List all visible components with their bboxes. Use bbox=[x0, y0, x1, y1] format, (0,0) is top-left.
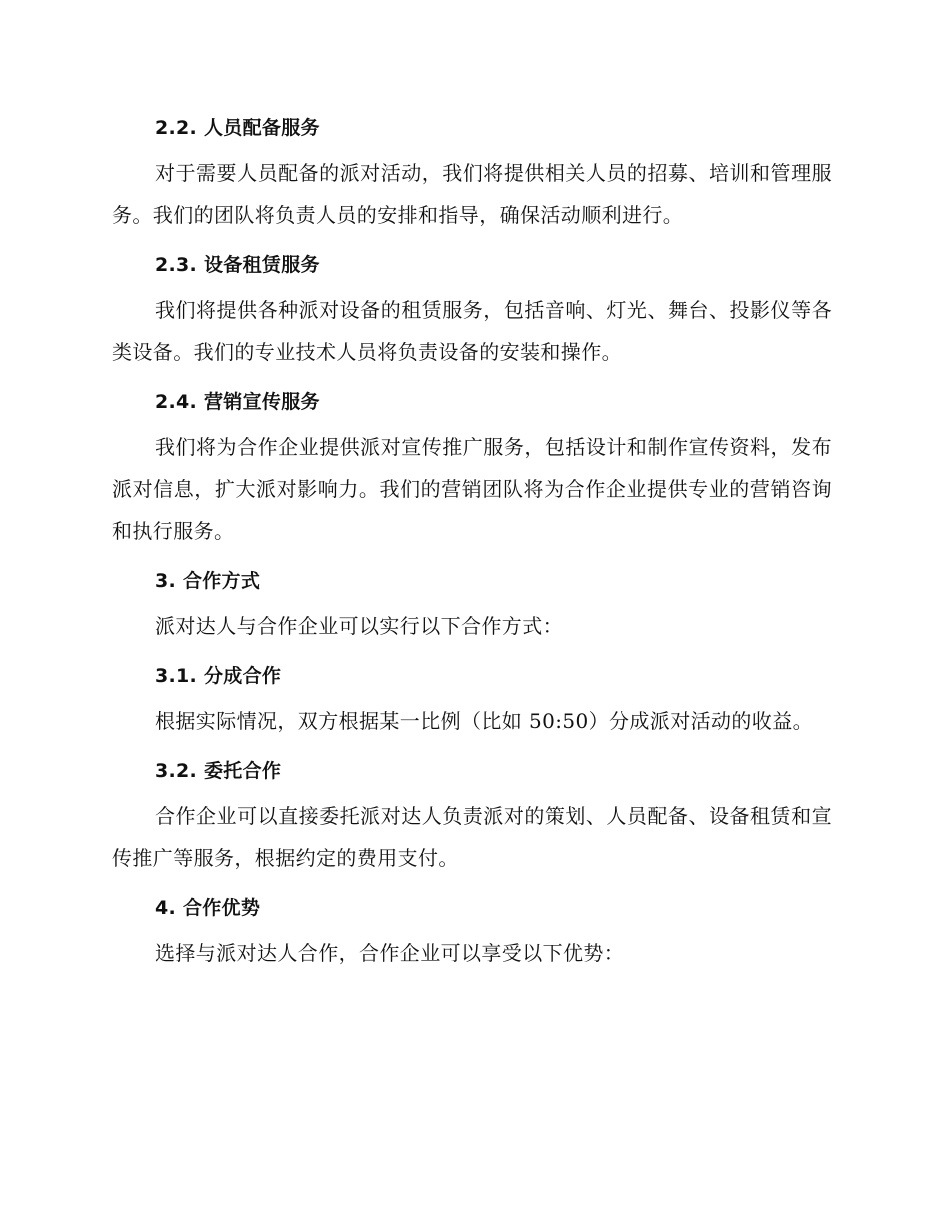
section-heading-2-4: 2.4. 营销宣传服务 bbox=[155, 391, 320, 413]
section-heading-3: 3. 合作方式 bbox=[155, 570, 261, 592]
section-paragraph-2-2: 对于需要人员配备的派对活动，我们将提供相关人员的招募、培训和管理服务。我们的团队将负责人员的安排和指导，确保活动顺利进行。 bbox=[112, 161, 832, 227]
section-heading-2-3: 2.3. 设备租赁服务 bbox=[155, 254, 320, 276]
section-paragraph-3: 派对达人与合作企业可以实行以下合作方式： bbox=[155, 614, 563, 638]
section-paragraph-3-2: 合作企业可以直接委托派对达人负责派对的策划、人员配备、设备租赁和宣传推广等服务，根据约定的费用支付。 bbox=[112, 804, 832, 870]
section-heading-4: 4. 合作优势 bbox=[155, 897, 261, 919]
section-heading-3-2: 3.2. 委托合作 bbox=[155, 760, 282, 782]
section-heading-3-1: 3.1. 分成合作 bbox=[155, 665, 282, 687]
section-heading-2-2: 2.2. 人员配备服务 bbox=[155, 117, 320, 139]
section-paragraph-3-1: 根据实际情况，双方根据某一比例（比如 50:50）分成派对活动的收益。 bbox=[155, 709, 813, 733]
section-paragraph-4: 选择与派对达人合作，合作企业可以享受以下优势： bbox=[155, 941, 625, 965]
section-paragraph-2-4: 我们将为合作企业提供派对宣传推广服务，包括设计和制作宣传资料，发布派对信息，扩大派对影响力。我们的营销团队将为合作企业提供专业的营销咨询和执行服务。 bbox=[112, 435, 832, 543]
section-paragraph-2-3: 我们将提供各种派对设备的租赁服务，包括音响、灯光、舞台、投影仪等各类设备。我们的专业技术人员将负责设备的安装和操作。 bbox=[112, 298, 832, 364]
document-body bbox=[112, 110, 832, 985]
